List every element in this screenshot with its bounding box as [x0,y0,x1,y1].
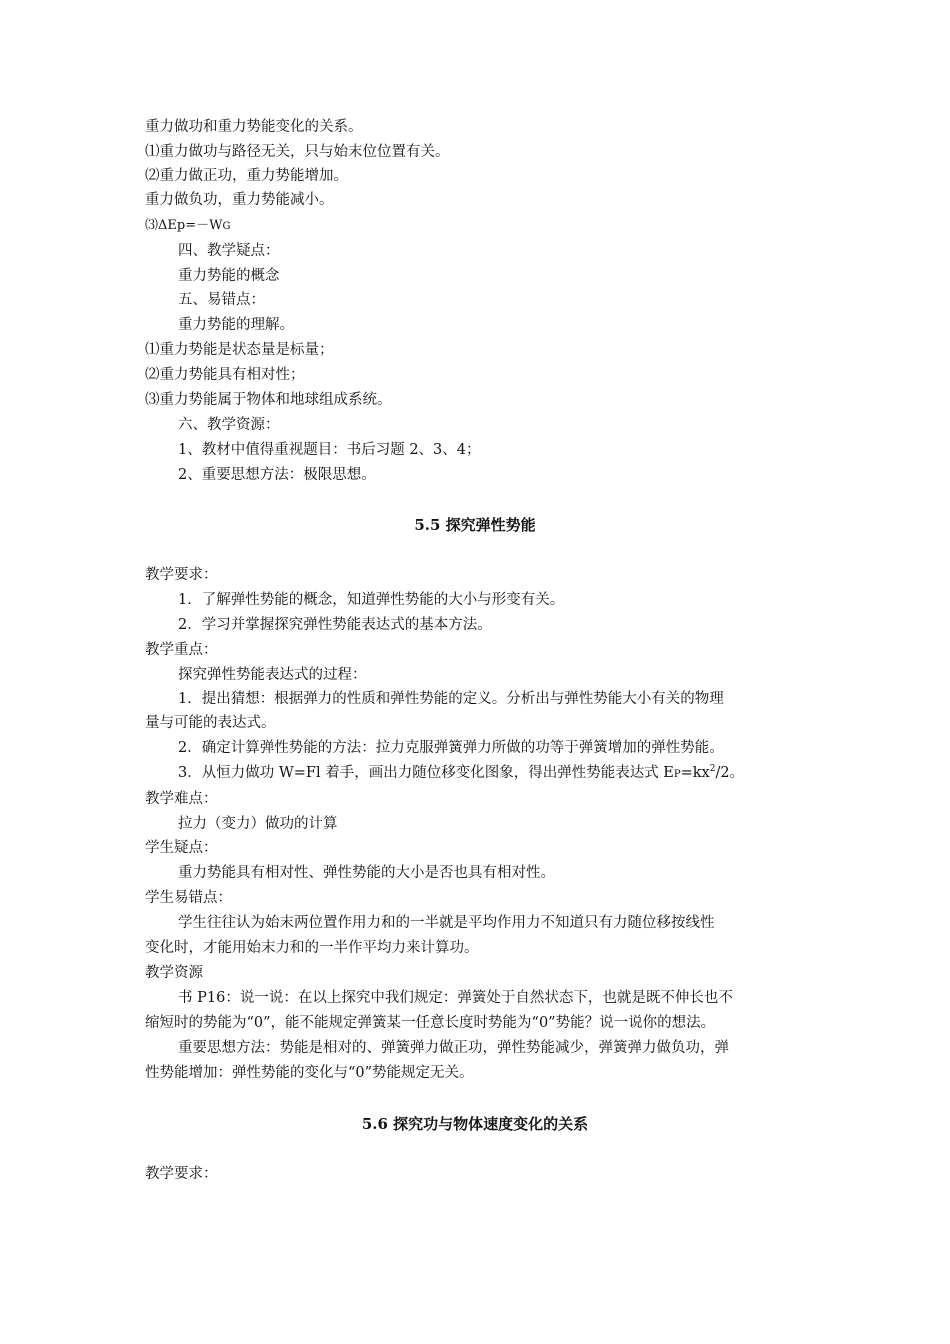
text-line: 教学要求： [145,567,218,583]
text-line: 学生往往认为始末两位置作用力和的一半就是平均作用力不知道只有力随位移按线性 [178,915,715,931]
formula-text: ⑶ΔEp=－W [145,218,223,233]
section-heading: 5.6 探究功与物体速度变化的关系 [361,1115,589,1133]
text-line: 重力做负功，重力势能减小。 [145,192,334,208]
text-line: 1．提出猜想：根据弹力的性质和弹性势能的定义。分析出与弹性势能大小有关的物理 [178,691,724,707]
text-line: 1．了解弹性势能的概念，知道弹性势能的大小与形变有关。 [178,592,565,608]
text-line: 教学难点： [145,791,218,807]
text-line: 重力势能的概念 [178,268,280,284]
text-line: ⑴重力势能是状态量是标量； [145,342,334,358]
text-line: 四、教学疑点： [178,243,280,259]
text-line: 量与可能的表达式。 [145,715,276,731]
formula-line [145,216,230,237]
text-line: 学生疑点： [145,840,218,856]
formula-subscript: G [222,221,231,232]
text-line: 1、教材中值得重视题目：书后习题 2、3、4； [178,442,481,458]
section-heading: 5.5 探究弹性势能 [414,516,536,534]
line-text: 3．从恒力做功 W=Fl 着手，画出力随位移变化图象，得出弹性势能表达式 E [178,765,674,781]
formula-text: =kx [680,765,710,781]
text-line: 六、教学资源： [178,417,280,433]
text-line: 书 P16：说一说：在以上探究中我们规定：弹簧处于自然状态下，也就是既不伸长也不 [178,990,733,1006]
text-line: 教学资源 [145,965,203,981]
text-line: 教学重点： [145,642,218,658]
text-line: 重力势能的理解。 [178,317,294,333]
text-line: 拉力（变力）做功的计算 [178,816,338,832]
text-line: 重要思想方法：势能是相对的、弹簧弹力做正功，弹性势能减少，弹簧弹力做负功，弹 [178,1040,729,1056]
text-line: 缩短时的势能为“0”，能不能规定弹簧某一任意长度时势能为“0”势能？说一说你的想法。 [145,1015,716,1031]
text-line: ⑵重力做正功，重力势能增加。 [145,168,348,184]
text-line: 五、易错点： [178,292,265,308]
text-line: 学生易错点： [145,890,232,906]
text-line: 2．学习并掌握探究弹性势能表达式的基本方法。 [178,617,492,633]
text-line: 变化时，才能用始末力和的一半作平均力来计算功。 [145,940,479,956]
formula-line [178,763,744,785]
text-line: 重力做功和重力势能变化的关系。 [145,119,363,135]
text-line: ⑵重力势能具有相对性； [145,367,305,383]
formula-subscript: P [673,769,681,780]
text-line: ⑶重力势能属于物体和地球组成系统。 [145,392,392,408]
text-line: 性势能增加：弹性势能的变化与“0”势能规定无关。 [145,1065,474,1081]
text-line: 2、重要思想方法：极限思想。 [178,467,376,483]
text-line: 重力势能具有相对性、弹性势能的大小是否也具有相对性。 [178,865,555,881]
text-line: 教学要求： [145,1166,218,1182]
text-line: 探究弹性势能表达式的过程： [178,667,367,683]
text-line: ⑴重力做功与路径无关，只与始末位位置有关。 [145,144,450,160]
text-line: 2．确定计算弹性势能的方法：拉力克服弹簧弹力所做的功等于弹簧增加的弹性势能。 [178,740,724,756]
formula-superscript: 2 [709,764,716,775]
formula-text: /2。 [715,765,745,781]
